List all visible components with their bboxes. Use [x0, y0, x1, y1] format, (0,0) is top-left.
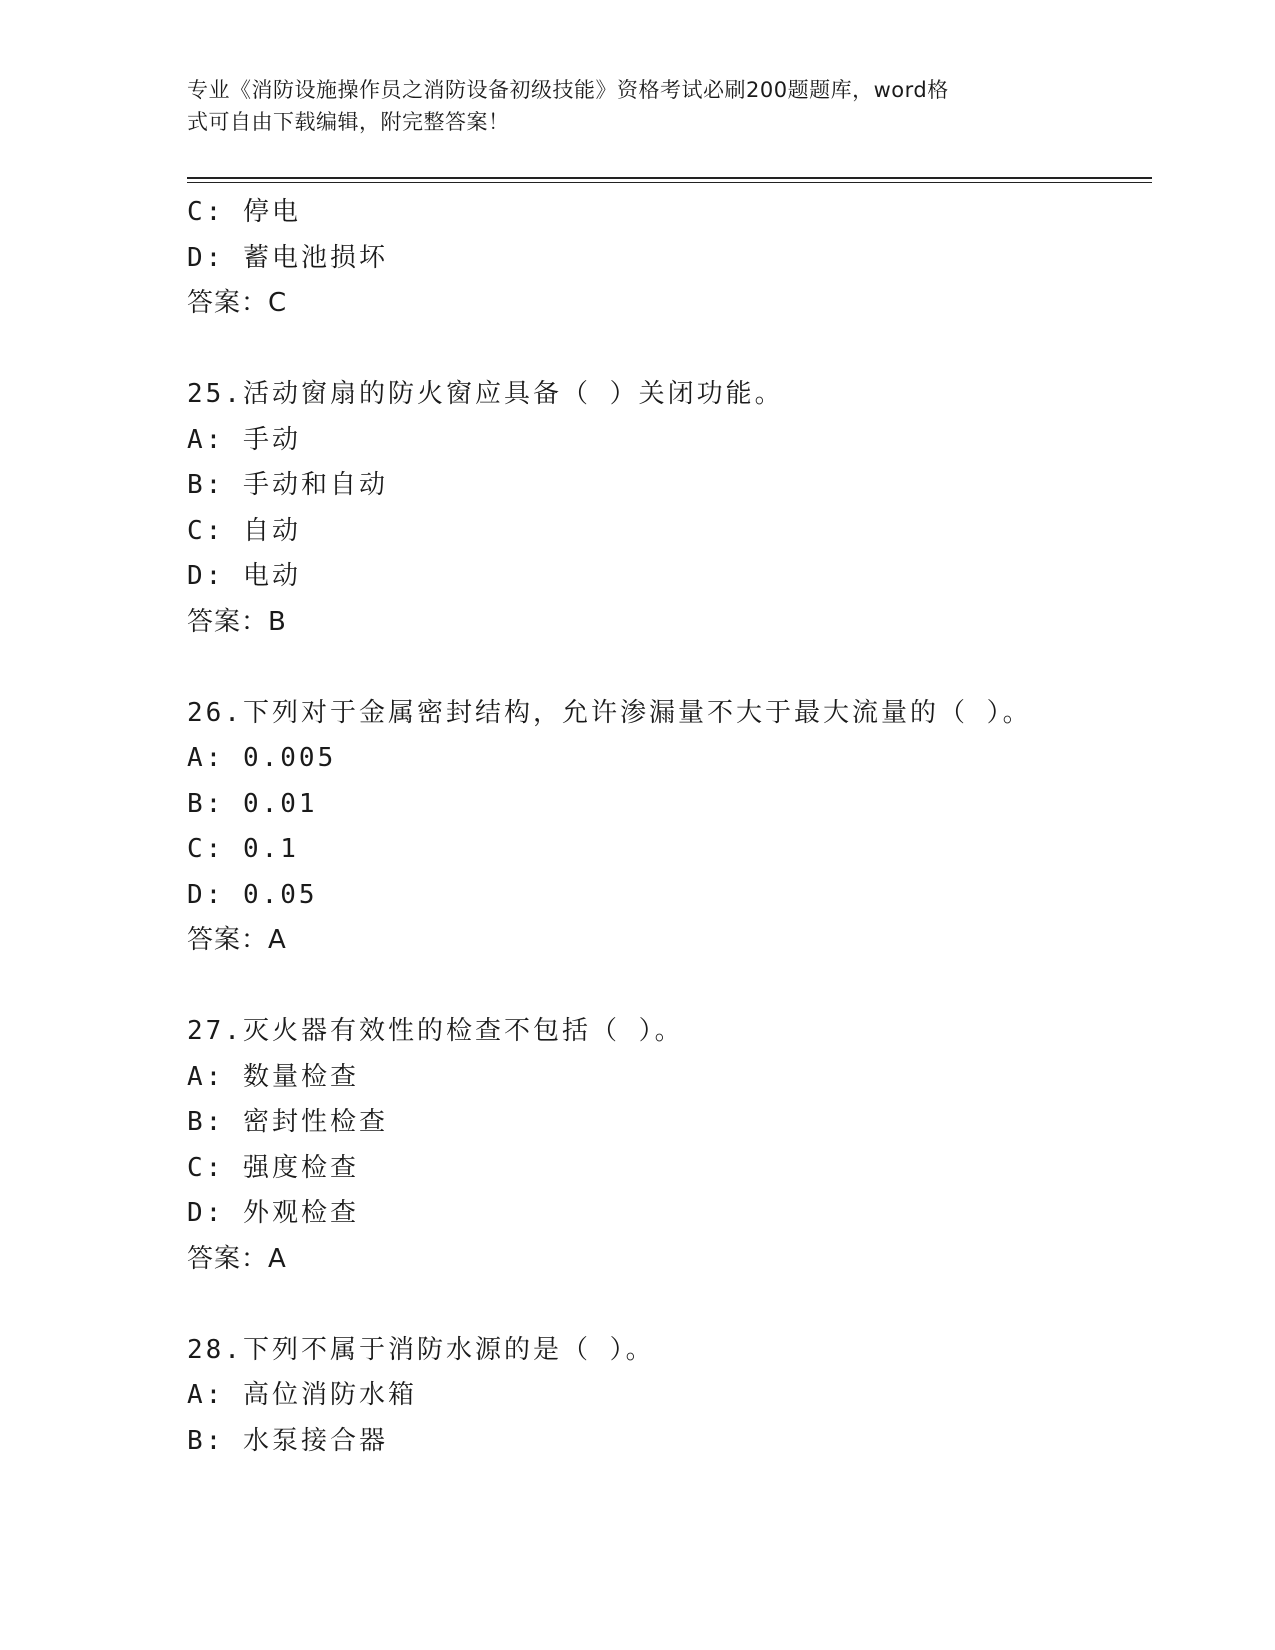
- question-list: [187, 190, 1152, 1464]
- option-text: 0.01: [242, 788, 318, 819]
- option-c: [187, 827, 1152, 873]
- option-a: [187, 1055, 1152, 1101]
- question-25: [187, 372, 1152, 645]
- option-text: 0.005: [242, 743, 337, 773]
- option-label: D:: [187, 879, 225, 910]
- option-b: [187, 1100, 1152, 1146]
- option-label: C:: [187, 834, 225, 864]
- option-label: B:: [187, 470, 225, 500]
- option-b: [187, 1419, 1152, 1465]
- header-divider-thick: [187, 177, 1152, 179]
- option-text: 水泵接合器: [242, 1425, 388, 1456]
- header-line-1: 专业《消防设施操作员之消防设备初级技能》资格考试必刷200题题库，word格: [187, 78, 949, 102]
- option-text: 0.05: [242, 879, 318, 910]
- question-stem: 28.下列不属于消防水源的是（ ）。: [187, 1334, 655, 1365]
- spacer: [187, 645, 1152, 691]
- option-label: A:: [187, 424, 225, 455]
- option-label: B:: [187, 1425, 225, 1456]
- option-text: 数量检查: [242, 1061, 359, 1092]
- document-header: [187, 74, 1087, 138]
- option-d: [187, 554, 1152, 600]
- option-a: [187, 418, 1152, 464]
- answer-line: 答案：A: [187, 925, 287, 955]
- option-d: [187, 1191, 1152, 1237]
- option-text: 蓄电池损坏: [242, 242, 388, 273]
- option-text: 电动: [242, 561, 301, 591]
- option-text: 自动: [242, 515, 301, 546]
- option-text: 外观检查: [242, 1198, 359, 1228]
- option-label: D:: [187, 1198, 225, 1228]
- option-d: [187, 236, 1152, 282]
- question-stem: 26.下列对于金属密封结构，允许渗漏量不大于最大流量的（ ）。: [187, 697, 1032, 728]
- option-text: 密封性检查: [242, 1107, 388, 1137]
- option-d: [187, 873, 1152, 919]
- option-b: [187, 782, 1152, 828]
- option-label: C:: [187, 197, 225, 227]
- previous-question-tail: [187, 190, 1152, 327]
- question-27: [187, 1009, 1152, 1282]
- answer-line: 答案：C: [187, 288, 288, 318]
- header-divider-thin: [187, 182, 1152, 183]
- option-label: A:: [187, 743, 225, 773]
- option-c: [187, 190, 1152, 236]
- option-text: 高位消防水箱: [242, 1380, 417, 1410]
- option-text: 手动和自动: [242, 470, 388, 500]
- spacer: [187, 964, 1152, 1010]
- option-a: [187, 736, 1152, 782]
- spacer: [187, 1282, 1152, 1328]
- option-label: C:: [187, 1152, 225, 1183]
- question-stem: 25.活动窗扇的防火窗应具备（ ）关闭功能。: [187, 379, 784, 409]
- option-a: [187, 1373, 1152, 1419]
- option-label: D:: [187, 561, 225, 591]
- option-label: D:: [187, 242, 225, 273]
- option-c: [187, 1146, 1152, 1192]
- question-26: [187, 691, 1152, 964]
- answer-line: 答案：B: [187, 606, 287, 637]
- answer-line: 答案：A: [187, 1243, 287, 1274]
- option-label: A:: [187, 1380, 225, 1410]
- spacer: [187, 327, 1152, 373]
- option-label: C:: [187, 515, 225, 546]
- question-stem: 27.灭火器有效性的检查不包括（ ）。: [187, 1016, 684, 1046]
- option-label: B:: [187, 1107, 225, 1137]
- option-b: [187, 463, 1152, 509]
- header-line-2: 式可自由下载编辑，附完整答案！: [187, 110, 510, 134]
- option-label: A:: [187, 1061, 225, 1092]
- option-text: 0.1: [242, 834, 299, 864]
- option-c: [187, 509, 1152, 555]
- option-label: B:: [187, 788, 225, 819]
- option-text: 停电: [242, 197, 301, 227]
- option-text: 手动: [242, 424, 301, 455]
- question-28: [187, 1328, 1152, 1465]
- option-text: 强度检查: [242, 1152, 359, 1183]
